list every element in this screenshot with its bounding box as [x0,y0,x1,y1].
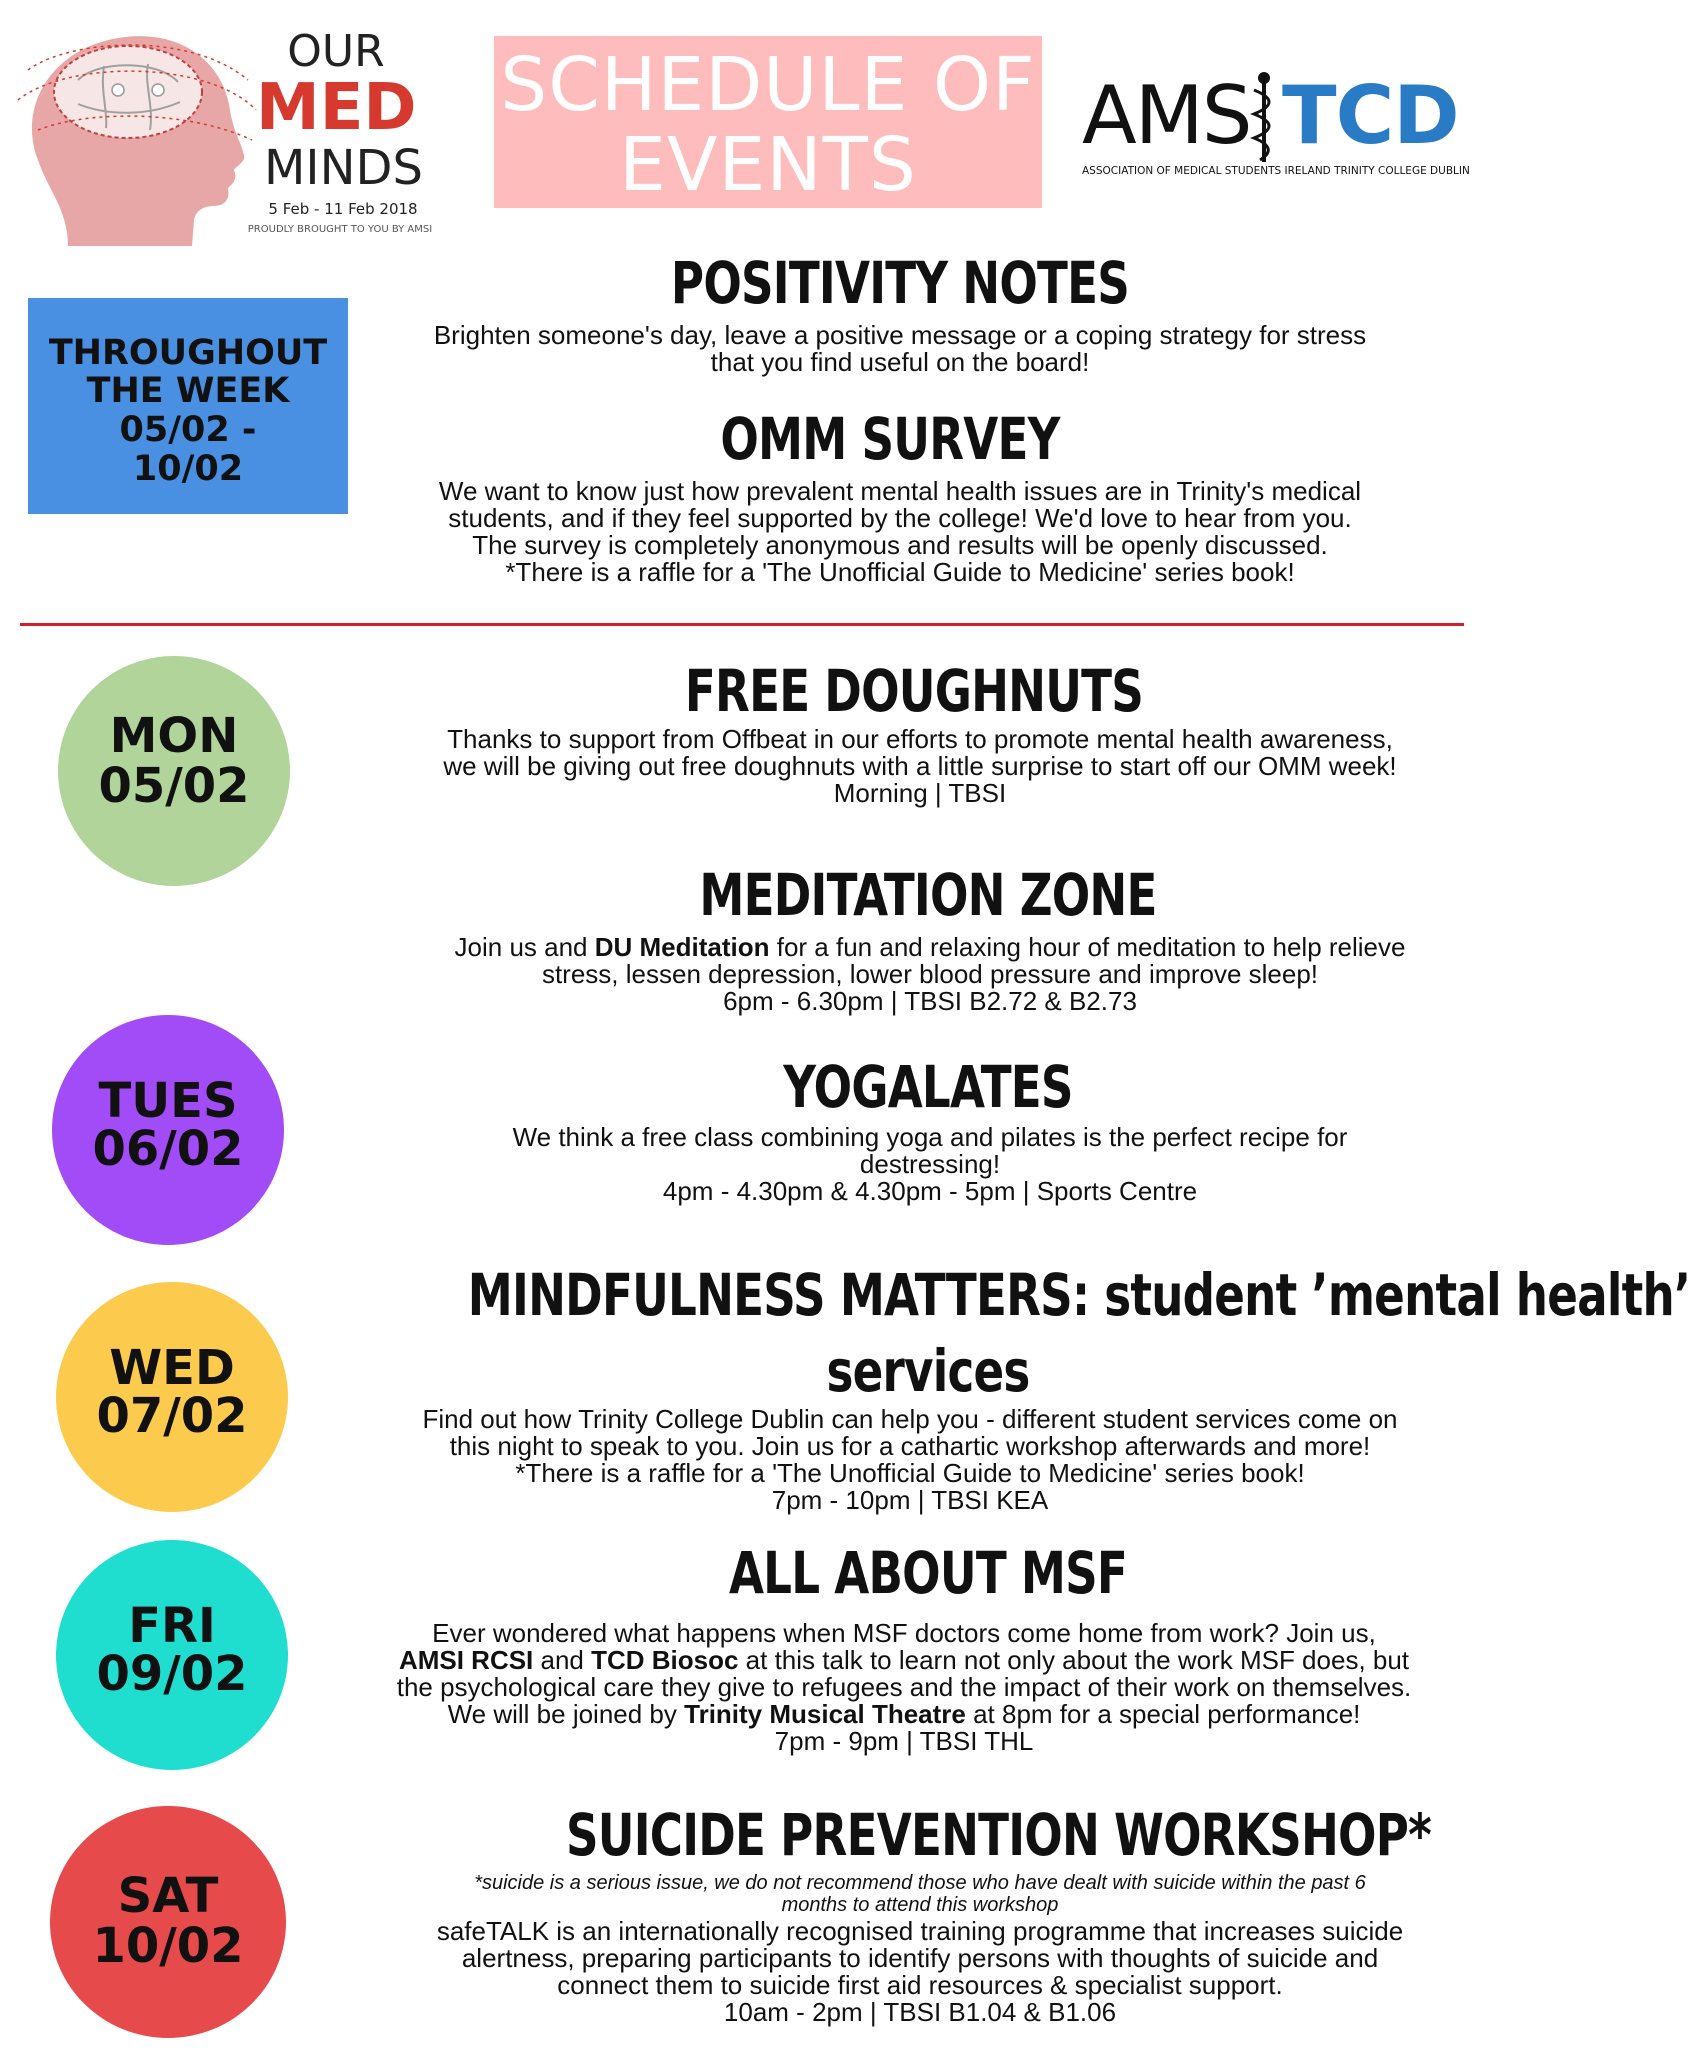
week-line-1: THROUGHOUT [48,333,328,373]
msf-line: We will be joined by Trinity Musical Theatre at 8pm for a special performance! [447,1699,1361,1729]
omm-survey-title: OMM SURVEY [720,405,1060,473]
section-divider [20,623,1464,626]
doughnuts-line: Thanks to support from Offbeat in our efforts to promote mental health awareness, [447,724,1393,754]
msf-line: Ever wondered what happens when MSF doctors come home from work? Join us, [432,1618,1376,1648]
mindfulness-text [360,1406,1460,1514]
ams-logo-right: TCD [1282,69,1459,162]
yogalates-title: YOGALATES [783,1053,1073,1121]
week-line-2: THE WEEK [86,371,290,411]
caduceus-icon [1246,70,1282,166]
logo-word-our: OUR [287,26,385,77]
day-label: MON [109,708,239,764]
meditation-line: 6pm - 6.30pm | TBSI B2.72 & B2.73 [723,986,1137,1016]
msf-line: AMSI RCSI and TCD Biosoc at this talk to learn not only about the work MSF does, but [398,1645,1410,1675]
logo-word-minds: MINDS [264,140,423,196]
mindfulness-line: *There is a raffle for a 'The Unofficial Guide to Medicine' series book! [515,1458,1305,1488]
ams-logo-subtitle: ASSOCIATION OF MEDICAL STUDENTS IRELAND TRINITY COLLEGE DUBLIN [1082,165,1470,177]
schedule-title-line1: SCHEDULE OF [500,42,1036,128]
note-line: months to attend this workshop [781,1894,1059,1916]
ams-logo-left: AMS [1082,69,1251,162]
logo-tagline: PROUDLY BROUGHT TO YOU BY AMSI [247,224,433,235]
day-circle-sat [50,1806,286,2038]
all-about-msf-title: ALL ABOUT MSF [728,1539,1128,1607]
yogalates-line: destressing! [859,1149,1001,1179]
amsi-tcd-logo [1082,69,1470,190]
suicide-line: alertness, preparing participants to identify persons with thoughts of suicide and [461,1943,1379,1973]
suicide-line: 10am - 2pm | TBSI B1.04 & B1.06 [723,1997,1117,2027]
mindfulness-title-line2: services [826,1337,1030,1405]
survey-line: We want to know just how prevalent mental health issues are in Trinity's medical [438,476,1362,506]
day-circle-tues [52,1015,284,1245]
omm-survey-text [380,478,1420,586]
day-label: TUES [98,1073,238,1129]
day-circle-mon [58,656,290,886]
schedule-title-line2: EVENTS [619,122,917,208]
mindfulness-title-line1: MINDFULNESS MATTERS: student ’mental health’ [467,1261,1690,1329]
positivity-line: that you find useful on the board! [710,347,1090,377]
survey-line: *There is a raffle for a 'The Unofficial Guide to Medicine' series book! [505,557,1295,587]
doughnuts-line: Morning | TBSI [833,778,1007,808]
meditation-line: stress, lessen depression, lower blood pressure and improve sleep! [541,959,1319,989]
schedule-title-box [494,36,1042,208]
day-label: FRI [128,1598,216,1654]
free-doughnuts-text [380,726,1460,807]
meditation-zone-title: MEDITATION ZONE [699,861,1157,929]
positivity-notes-title: POSITIVITY NOTES [670,249,1130,317]
meditation-zone-text [400,934,1460,1015]
yogalates-line: We think a free class combining yoga and pilates is the perfect recipe for [512,1122,1348,1152]
logo-word-med: MED [256,71,417,145]
logo-dates: 5 Feb - 11 Feb 2018 [268,200,418,218]
meditation-line: Join us and DU Meditation for a fun and relaxing hour of meditation to help relieve [454,932,1406,962]
survey-line: The survey is completely anonymous and results will be openly discussed. [472,530,1328,560]
note-line: *suicide is a serious issue, we do not recommend those who have dealt with suicide within the past 6 [474,1872,1366,1894]
mindfulness-line: Find out how Trinity College Dublin can help you - different student services come on [422,1404,1398,1434]
doughnuts-line: we will be giving out free doughnuts with a little surprise to start off our OMM week! [443,751,1397,781]
day-label: WED [109,1340,235,1396]
our-med-minds-logo [8,20,438,252]
yogalates-text [460,1124,1400,1205]
msf-line: 7pm - 9pm | TBSI THL [774,1726,1034,1756]
free-doughnuts-title: FREE DOUGHNUTS [684,657,1144,725]
all-about-msf-text [340,1620,1468,1755]
msf-line: the psychological care they give to refugees and the impact of their work on themselves. [396,1672,1412,1702]
day-date: 07/02 [96,1388,248,1444]
day-date: 09/02 [96,1646,248,1702]
day-date: 10/02 [92,1918,244,1974]
throughout-week-box [28,298,348,514]
suicide-line: safeTALK is an internationally recognised training programme that increases suicide [436,1916,1404,1946]
survey-line: students, and if they feel supported by the college! We'd love to hear from you. [448,503,1352,533]
suicide-line: connect them to suicide first aid resources & specialist support. [557,1970,1283,2000]
day-date: 05/02 [98,758,250,814]
yogalates-line: 4pm - 4.30pm & 4.30pm - 5pm | Sports Centre [662,1176,1198,1206]
week-line-3: 05/02 - [119,410,257,450]
mindfulness-line: this night to speak to you. Join us for a cathartic workshop afterwards and more! [449,1431,1371,1461]
suicide-prevention-title: SUICIDE PREVENTION WORKSHOP* [566,1801,1431,1869]
mindfulness-line: 7pm - 10pm | TBSI KEA [771,1485,1049,1515]
suicide-prevention-text [380,1918,1460,2026]
suicide-prevention-note [380,1872,1460,1916]
week-line-4: 10/02 [132,449,244,489]
day-label: SAT [117,1868,219,1924]
day-date: 06/02 [92,1121,244,1177]
day-circle-fri [56,1540,288,1770]
brain-head-icon [8,20,258,252]
positivity-notes-text [380,322,1420,376]
positivity-line: Brighten someone's day, leave a positive message or a coping strategy for stress [433,320,1367,350]
day-circle-wed [56,1282,288,1512]
